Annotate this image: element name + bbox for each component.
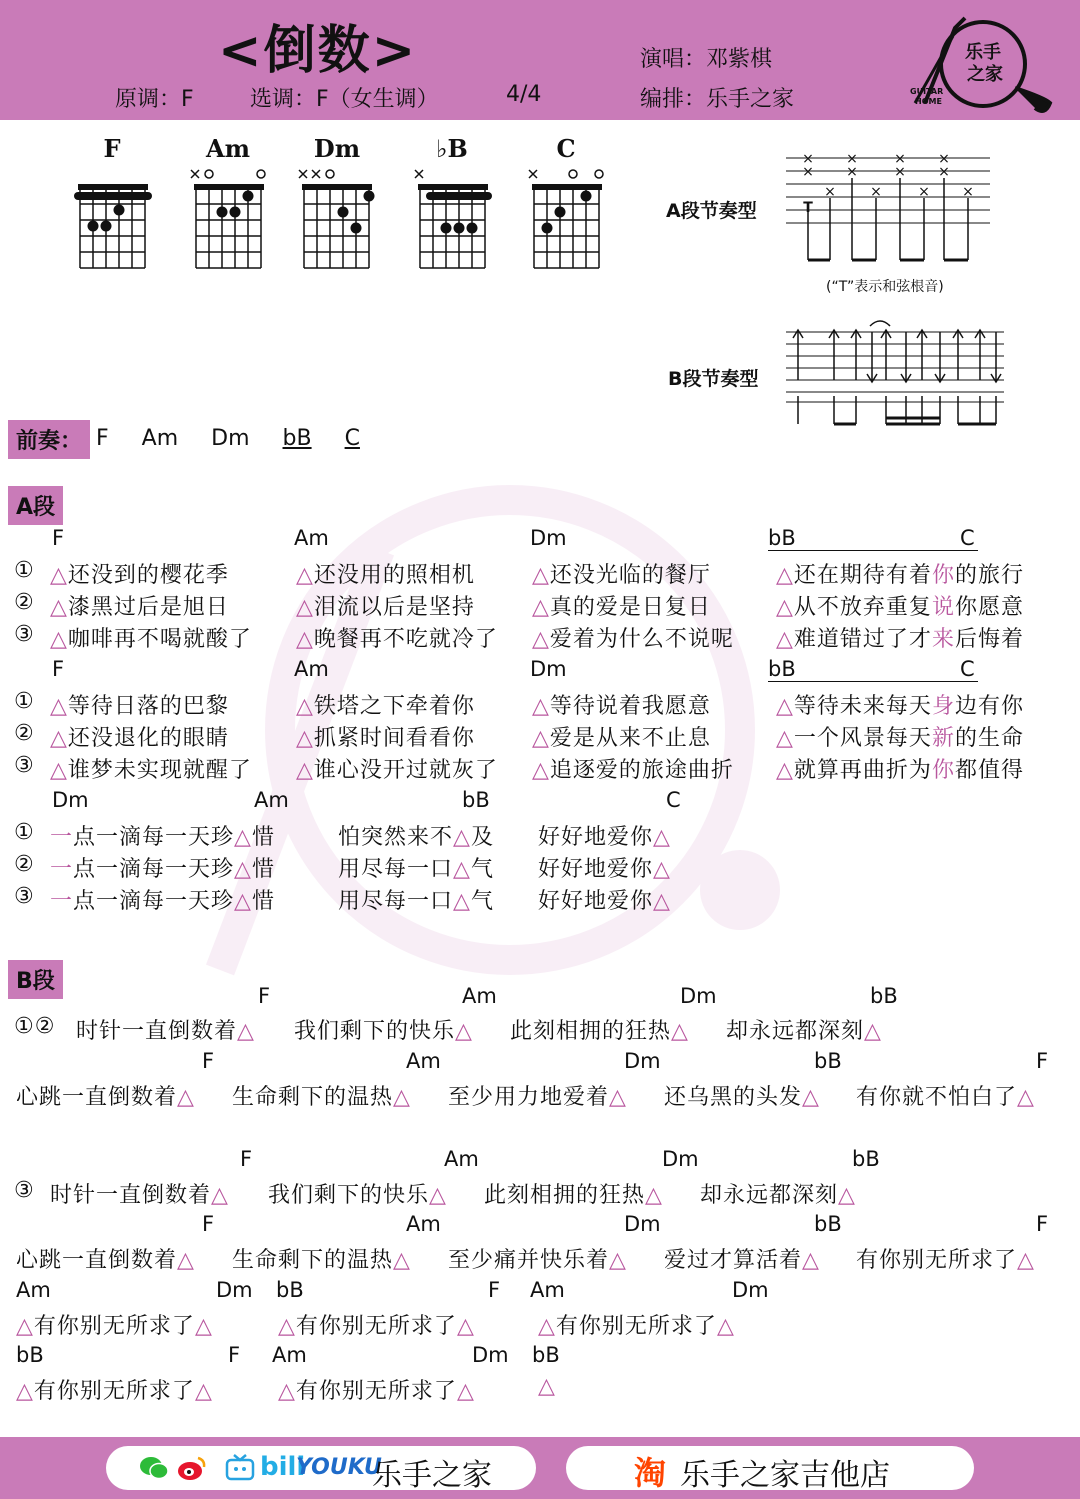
chord-label: Dm (530, 526, 567, 550)
lyric-segment (50, 884, 275, 915)
chord-label: bB (768, 526, 978, 551)
lyric-highlight: 说 (931, 595, 955, 620)
chord-label: Dm (624, 1049, 661, 1073)
chord-row (0, 1278, 1080, 1306)
chord-row (0, 984, 1080, 1012)
lyric-segment: 此刻相拥的狂热△ (484, 1183, 663, 1208)
lyric-segment (776, 590, 1024, 621)
chord-label: bB (462, 788, 490, 812)
lyric-segment: 用尽每一口△气 (338, 857, 494, 882)
chord-label: Dm (662, 1147, 699, 1171)
lyric-segment: △抓紧时间看看你 (296, 726, 475, 751)
svg-text:×: × (894, 164, 906, 180)
lyric-segment: 我们剩下的快乐△ (294, 1019, 473, 1044)
lyric-highlight: 一 (50, 857, 74, 882)
footer-shop-text[interactable]: 乐手之家吉他店 (680, 1458, 890, 1493)
svg-text:×: × (824, 184, 836, 200)
svg-text:×: × (962, 184, 974, 200)
lyric-segment: 心跳一直倒数着△ (16, 1085, 195, 1110)
svg-text:×: × (918, 184, 930, 200)
lyric-segment: △ (538, 1374, 556, 1399)
verse-number: ③ (14, 1178, 35, 1203)
lyric-segment: 心跳一直倒数着△ (16, 1248, 195, 1273)
chord-label: Am (406, 1212, 441, 1236)
chord-label: F (240, 1147, 253, 1171)
chord-label: Am (272, 1343, 307, 1367)
chord-label: F (228, 1343, 241, 1367)
chord-label: C (960, 657, 975, 681)
lyric-segment: 时针一直倒数着△ (50, 1183, 229, 1208)
original-key: 原调：F (115, 87, 194, 112)
chord-label: bB (852, 1147, 880, 1171)
arranger: 编排：乐手之家 (640, 87, 795, 112)
chord-label: Dm (680, 984, 717, 1008)
lyric-segment (776, 721, 1024, 752)
lyric-text: 点一滴每一天珍△惜 (73, 825, 275, 850)
lyric-segment: △谁梦未实现就醒了 (50, 758, 252, 783)
chord-label: Am (530, 1278, 565, 1302)
lyric-segment: 爱过才算活着△ (664, 1248, 820, 1273)
lyric-text: 点一滴每一天珍△惜 (73, 857, 275, 882)
lyric-text: △一个风景每天 (776, 726, 932, 751)
svg-text:GUITAR: GUITAR (910, 87, 944, 96)
chord-label: Am (294, 526, 329, 550)
lyric-text: 后悔着 (954, 627, 1024, 652)
lyric-segment: 怕突然来不△及 (338, 825, 494, 850)
lyric-text: 点一滴每一天珍△惜 (73, 889, 275, 914)
verse-number: ① (14, 689, 35, 714)
lyric-text: △难道错过了才 (776, 627, 932, 652)
tv-icon[interactable] (224, 1452, 256, 1484)
lyric-segment (776, 689, 1024, 720)
chord-label: F (202, 1212, 215, 1236)
chord-row (0, 1147, 1080, 1175)
youku-logo[interactable]: YOUKU (296, 1455, 382, 1480)
singer: 演唱：邓紫棋 (640, 47, 773, 72)
bilibili-logo[interactable]: bili (260, 1452, 306, 1482)
intro-chord: Am (141, 426, 179, 451)
lyric-segment: △咖啡再不喝就酸了 (50, 627, 252, 652)
guitar-home-logo-icon (905, 8, 1055, 116)
lyric-segment: 有你就不怕白了△ (856, 1085, 1035, 1110)
lyric-segment: △爱是从来不止息 (532, 726, 711, 751)
svg-text:×: × (846, 151, 858, 167)
chord-label: Dm (472, 1343, 509, 1367)
chord-name-bb: ♭B (436, 134, 468, 163)
b-pattern-label: B段节奏型 (668, 368, 759, 390)
lyric-highlight: 身 (931, 694, 955, 719)
bb-chord-diagram-icon (410, 164, 500, 274)
lyric-segment: △泪流以后是坚持 (296, 595, 475, 620)
chord-label: F (258, 984, 271, 1008)
svg-text:×: × (938, 151, 950, 167)
f-chord-diagram-icon (70, 168, 160, 274)
verse-number: ① (14, 820, 35, 845)
lyric-segment: △有你别无所求了△ (538, 1314, 735, 1339)
chord-label: F (52, 526, 65, 550)
lyric-segment: △铁塔之下牵着你 (296, 694, 475, 719)
lyric-highlight: 新 (931, 726, 955, 751)
lyric-text: 的生命 (954, 726, 1024, 751)
a-pattern-note: (“T”表示和弦根音) (826, 279, 944, 295)
lyric-segment (776, 622, 1024, 653)
lyric-segment: 我们剩下的快乐△ (268, 1183, 447, 1208)
verse-number: ①② (14, 1014, 56, 1039)
time-signature: 4/4 (506, 82, 542, 107)
lyric-segment (776, 558, 1024, 589)
lyric-segment: △还没用的照相机 (296, 563, 475, 588)
chord-label: C (960, 526, 975, 550)
lyric-segment: 此刻相拥的狂热△ (510, 1019, 689, 1044)
lyric-segment: △漆黑过后是旭日 (50, 595, 229, 620)
lyric-segment: △真的爱是日复日 (532, 595, 711, 620)
lyric-highlight: 来 (931, 627, 955, 652)
lyric-segment: 好好地爱你△ (538, 857, 671, 882)
lyric-highlight: 你 (931, 563, 955, 588)
chord-row (0, 1049, 1080, 1077)
lyric-segment: △等待日落的巴黎 (50, 694, 229, 719)
svg-text:×: × (870, 184, 882, 200)
svg-text:乐手: 乐手 (965, 42, 1001, 63)
lyric-segment: 至少痛并快乐着△ (448, 1248, 627, 1273)
svg-text:×: × (802, 151, 814, 167)
svg-text:×: × (846, 164, 858, 180)
lyric-segment: △等待说着我愿意 (532, 694, 711, 719)
chord-label: F (202, 1049, 215, 1073)
lyric-segment: △还没到的樱花季 (50, 563, 229, 588)
footer-brand-text[interactable]: 乐手之家 (372, 1458, 492, 1493)
lyric-segment: 还乌黑的头发△ (664, 1085, 820, 1110)
lyric-segment: △追逐爱的旅途曲折 (532, 758, 734, 783)
chord-label: Dm (530, 657, 567, 681)
lyric-segment: 生命剩下的温热△ (232, 1248, 411, 1273)
wechat-icon[interactable] (138, 1452, 170, 1484)
chord-label: F (488, 1278, 501, 1302)
lyric-segment (50, 852, 275, 883)
chord-label: F (1036, 1212, 1049, 1236)
intro-chords (96, 426, 386, 451)
chord-label: bB (276, 1278, 304, 1302)
svg-text:之家: 之家 (967, 64, 1003, 85)
chord-name-f: F (103, 134, 121, 163)
svg-text:HOME: HOME (915, 97, 942, 106)
lyric-text: 边有你 (954, 694, 1024, 719)
weibo-icon[interactable] (176, 1452, 208, 1484)
intro-label: 前奏： (8, 420, 90, 459)
lyric-text: △还在期待有着 (776, 563, 932, 588)
taobao-icon[interactable]: 淘 (634, 1454, 667, 1492)
lyric-text: △从不放弃重复 (776, 595, 932, 620)
a-rhythm-pattern-icon (782, 148, 996, 268)
lyric-segment: △有你别无所求了△ (16, 1314, 213, 1339)
lyric-segment: 用尽每一口△气 (338, 889, 494, 914)
chord-label: Am (406, 1049, 441, 1073)
selected-key: 选调：F（女生调） (250, 87, 439, 112)
verse-number: ② (14, 852, 35, 877)
chord-label: bB (16, 1343, 44, 1367)
chord-label: Am (444, 1147, 479, 1171)
chord-label: bB (532, 1343, 560, 1367)
chord-row (0, 1212, 1080, 1240)
a-pattern-label: A段节奏型 (666, 200, 757, 222)
chord-name-dm: Dm (313, 134, 361, 163)
svg-text:×: × (802, 164, 814, 180)
lyric-segment: △有你别无所求了△ (278, 1314, 475, 1339)
lyric-segment (776, 753, 1024, 784)
chord-label: bB (814, 1049, 842, 1073)
lyric-segment: △爱着为什么不说呢 (532, 627, 734, 652)
intro-chord: bB (282, 426, 312, 451)
lyric-segment: △晚餐再不吃就冷了 (296, 627, 498, 652)
chord-label: Dm (216, 1278, 253, 1302)
chord-label: bB (814, 1212, 842, 1236)
intro-chord: F (96, 426, 109, 451)
svg-text:×: × (894, 151, 906, 167)
chord-label: Dm (52, 788, 89, 812)
intro-chord: C (344, 426, 360, 451)
section-a-label: A段 (8, 486, 63, 525)
svg-text:×: × (938, 164, 950, 180)
lyric-text: 都值得 (954, 758, 1024, 783)
lyric-text: △等待未来每天 (776, 694, 932, 719)
lyric-segment: △谁心没开过就灰了 (296, 758, 498, 783)
am-chord-diagram-icon (186, 164, 272, 274)
verse-number: ② (14, 590, 35, 615)
lyric-text: △就算再曲折为 (776, 758, 932, 783)
lyric-segment: 却永远都深刻△ (700, 1183, 856, 1208)
intro-chord: Dm (211, 426, 250, 451)
chord-row (0, 526, 1080, 554)
lyric-segment: 至少用力地爱着△ (448, 1085, 627, 1110)
chord-label: Am (254, 788, 289, 812)
chord-label: bB (768, 657, 978, 682)
chord-label: Am (16, 1278, 51, 1302)
chord-label: Am (462, 984, 497, 1008)
verse-number: ③ (14, 753, 35, 778)
chord-label: F (1036, 1049, 1049, 1073)
chord-row (0, 788, 1080, 816)
lyric-text: 你愿意 (954, 595, 1024, 620)
chord-row (0, 1343, 1080, 1371)
verse-number: ③ (14, 622, 35, 647)
c-chord-diagram-icon (524, 164, 610, 274)
lyric-text: 的旅行 (954, 563, 1024, 588)
chord-label: bB (870, 984, 898, 1008)
section-b-label: B段 (8, 960, 63, 999)
lyric-segment: △还没退化的眼睛 (50, 726, 229, 751)
chord-label: C (666, 788, 681, 812)
lyric-segment: 好好地爱你△ (538, 889, 671, 914)
chord-label: Dm (624, 1212, 661, 1236)
chord-name-c: C (556, 134, 576, 163)
verse-number: ③ (14, 884, 35, 909)
lyric-highlight: 一 (50, 825, 74, 850)
verse-number: ② (14, 721, 35, 746)
lyric-segment: 生命剩下的温热△ (232, 1085, 411, 1110)
b-rhythm-pattern-icon (782, 316, 1006, 432)
song-title: <倒数> (218, 21, 418, 81)
chord-label: F (52, 657, 65, 681)
lyric-segment: △还没光临的餐厅 (532, 563, 711, 588)
lyric-highlight: 一 (50, 889, 74, 914)
svg-text:T: T (803, 200, 813, 216)
lyric-segment (50, 820, 275, 851)
lyric-segment: 却永远都深刻△ (726, 1019, 882, 1044)
lyric-segment: 有你别无所求了△ (856, 1248, 1035, 1273)
lyric-segment: 时针一直倒数着△ (76, 1019, 255, 1044)
verse-number: ① (14, 558, 35, 583)
chord-label: Am (294, 657, 329, 681)
lyric-segment: △有你别无所求了△ (16, 1379, 213, 1404)
chord-label: Dm (732, 1278, 769, 1302)
lyric-segment: △有你别无所求了△ (278, 1379, 475, 1404)
chord-row (0, 657, 1080, 685)
lyric-highlight: 你 (931, 758, 955, 783)
dm-chord-diagram-icon (294, 164, 380, 274)
chord-name-am: Am (205, 134, 250, 163)
lyric-segment: 好好地爱你△ (538, 825, 671, 850)
